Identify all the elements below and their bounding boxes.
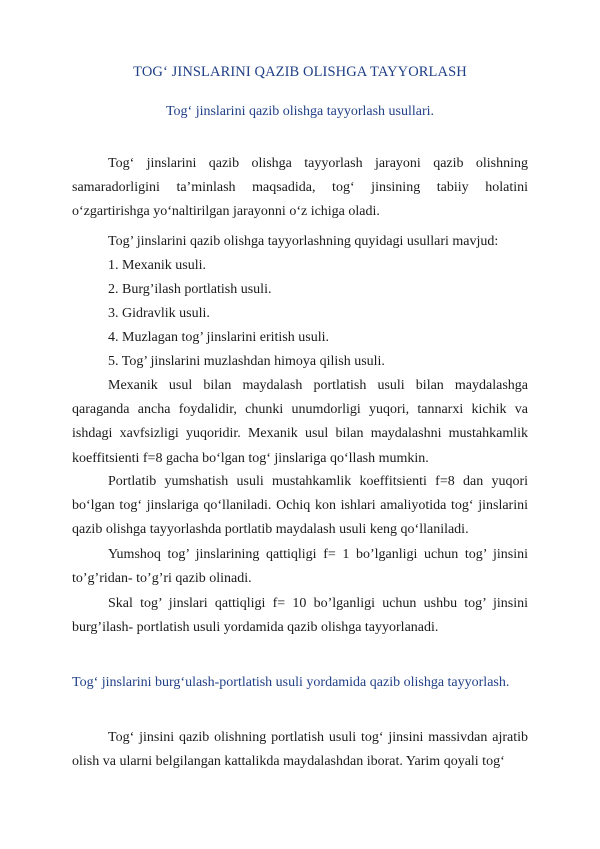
method-list-item-1: 1. Mexanik usuli. bbox=[108, 258, 206, 273]
hard-rock-paragraph: Skal tog’ jinslari qattiqligi f= 10 bo’lganligi uchun ushbu tog’ jinsini burg’ilash- portlatish usuli yordamida qazib olishga tayyorlanadi. bbox=[72, 596, 528, 636]
document-subtitle: Tog‘ jinslarini qazib olishga tayyorlash usullari. bbox=[165, 104, 435, 119]
document-title: TOG‘ JINSLARINI QAZIB OLISHGA TAYYORLASH bbox=[133, 64, 467, 80]
method-list-item-5: 5. Tog’ jinslarini muzlashdan himoya qilish usuli. bbox=[108, 354, 385, 369]
section-heading: Tog‘ jinslarini burg‘ulash-portlatish usuli yordamida qazib olishga tayyorlash. bbox=[72, 675, 510, 690]
method-list-item-2: 2. Burg’ilash portlatish usuli. bbox=[108, 282, 272, 297]
methods-intro-paragraph: Tog’ jinslarini qazib olishga tayyorlashning quyidagi usullari mavjud: bbox=[108, 234, 499, 249]
intro-paragraph: Tog‘ jinslarini qazib olishga tayyorlash jarayoni qazib olishning samaradorligini ta’minlash maqsadida, tog‘ jinsining tabiiy holatini o‘zgartirishga yo‘naltirilgan jarayonni o‘z ichiga oladi. bbox=[72, 156, 528, 220]
final-paragraph: Tog‘ jinsini qazib olishning portlatish usuli tog‘ jinsini massivdan ajratib olish va ularni belgilangan kattalikda maydalashdan iborat. Yarim qoyali tog‘ bbox=[72, 730, 528, 770]
blasting-method-paragraph: Portlatib yumshatish usuli mustahkamlik koeffitsienti f=8 dan yuqori bo‘lgan tog‘ jinslariga qo‘llaniladi. Ochiq kon ishlari amaliyotida tog‘ jinslarini qazib olishga tayyorlashda portlatib maydalash usuli keng qo‘llaniladi. bbox=[72, 474, 528, 538]
soft-rock-paragraph: Yumshoq tog’ jinslarining qattiqligi f= 1 bo’lganligi uchun tog’ jinsini to’g’ridan- to’g’ri qazib olinadi. bbox=[72, 547, 528, 587]
method-list-item-3: 3. Gidravlik usuli. bbox=[108, 306, 210, 321]
method-list-item-4: 4. Muzlagan tog’ jinslarini eritish usuli. bbox=[108, 330, 329, 345]
mechanical-method-paragraph: Mexanik usul bilan maydalash portlatish usuli bilan maydalashga qaraganda ancha foydalidir, chunki unumdorligi yuqori, tannarxi kichik va ishdagi xavfsizligi yuqoridir. Mexanik usul bilan maydalashni mustahkamlik koeffitsienti f=8 gacha bo‘lgan tog‘ jinslariga qo‘llash mumkin. bbox=[72, 378, 528, 466]
